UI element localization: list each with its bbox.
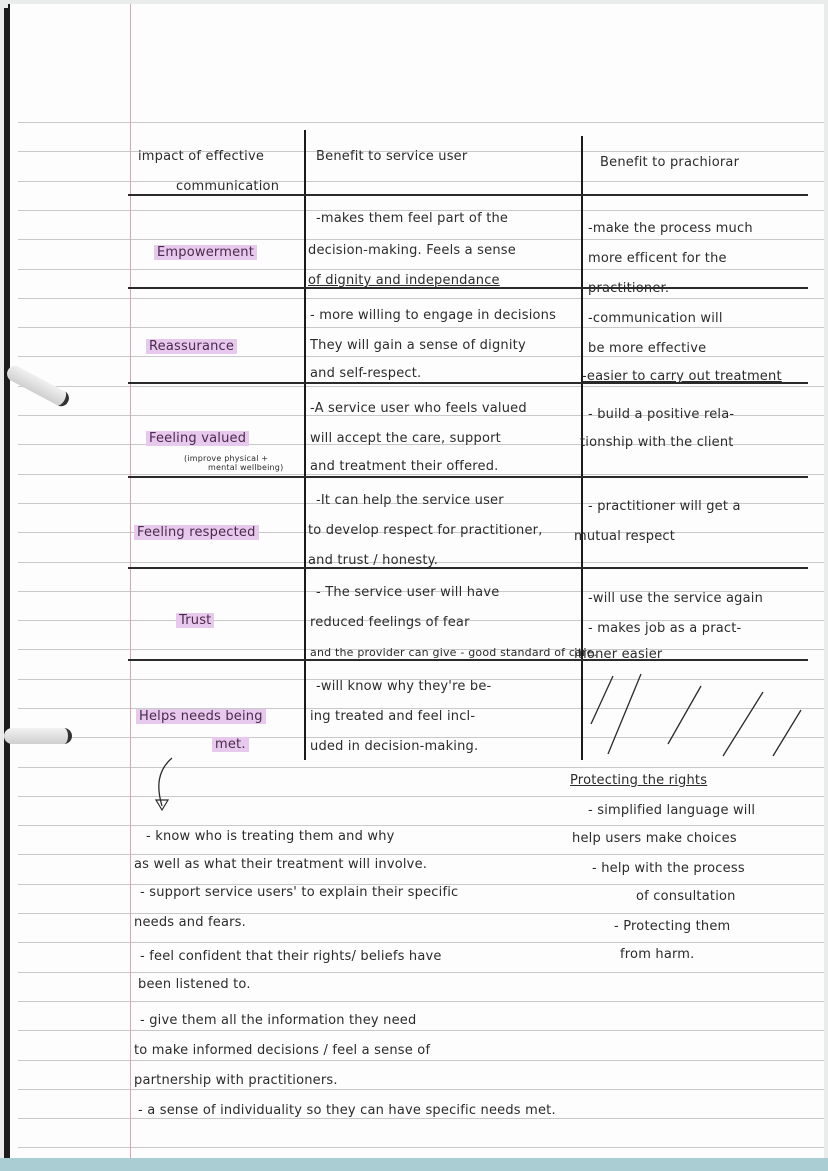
cell-text: of dignity and independance	[308, 273, 500, 288]
cell-text: -A service user who feels valued	[310, 401, 527, 416]
protecting-rights-line: of consultation	[636, 889, 736, 904]
cell-text: -communication will	[588, 311, 723, 326]
ruled-line	[18, 1060, 824, 1061]
cell-text: will accept the care, support	[310, 431, 501, 446]
cell-text: - The service user will have	[316, 585, 500, 600]
cell-text: and self-respect.	[310, 366, 422, 381]
cell-text: more efficent for the	[588, 251, 727, 266]
protecting-rights-line: from harm.	[620, 947, 695, 962]
protecting-rights-line: - help with the process	[592, 861, 745, 876]
annotation-note: mental wellbeing)	[208, 463, 284, 472]
note-line: as well as what their treatment will involve.	[134, 857, 428, 872]
ruled-line	[18, 1001, 824, 1002]
row-label-feeling-valued: Feeling valued	[146, 431, 249, 446]
annotation-note: (improve physical +	[184, 454, 269, 463]
note-line: - feel confident that their rights/ beliefs have	[140, 949, 442, 964]
cell-text: -makes them feel part of the	[316, 211, 509, 226]
binder-ring-icon	[4, 728, 72, 744]
cell-text: - more willing to engage in decisions	[310, 308, 557, 323]
cell-text: -will know why they're be-	[316, 679, 492, 694]
cell-text: -make the process much	[588, 221, 753, 236]
cell-text: mutual respect	[574, 529, 676, 544]
cell-text: - build a positive rela-	[588, 407, 735, 422]
ruled-line	[18, 181, 824, 182]
table-row-rule	[128, 476, 808, 478]
header-col3: Benefit to prachiorar	[600, 155, 740, 170]
cell-text: tionship with the client	[580, 435, 734, 450]
curved-arrow-icon	[148, 756, 188, 816]
ruled-line	[18, 239, 824, 240]
cell-text: and the provider can give - good standard of care.	[310, 646, 598, 659]
protecting-rights-line: help users make choices	[572, 831, 737, 846]
cell-text: - practitioner will get a	[588, 499, 741, 514]
ruled-line	[18, 356, 824, 357]
ruled-line	[18, 796, 824, 797]
cell-text: - makes job as a pract-	[588, 621, 742, 636]
header-col1-line1: impact of effective	[138, 149, 265, 164]
ruled-line	[18, 122, 824, 123]
ruled-line	[18, 298, 824, 299]
notebook-page	[8, 4, 824, 1158]
ruled-line	[18, 767, 824, 768]
table-divider-1	[304, 130, 306, 760]
note-line: - a sense of individuality so they can have specific needs met.	[138, 1103, 556, 1118]
row-label-empowerment: Empowerment	[154, 245, 257, 260]
ruled-line	[18, 1118, 824, 1119]
cell-text: -It can help the service user	[316, 493, 504, 508]
protecting-rights-title: Protecting the rights	[570, 773, 708, 788]
table-header-rule	[128, 194, 808, 196]
cell-text: ing treated and feel incl-	[310, 709, 476, 724]
row-label-feeling-respected: Feeling respected	[134, 525, 259, 540]
ruled-line	[18, 1089, 824, 1090]
note-line: been listened to.	[138, 977, 251, 992]
cell-text: They will gain a sense of dignity	[310, 338, 526, 353]
note-line: - give them all the information they need	[140, 1013, 417, 1028]
cell-text: uded in decision-making.	[310, 739, 479, 754]
note-line: to make informed decisions / feel a sense of	[134, 1043, 431, 1058]
cell-text: to develop respect for practitioner,	[308, 523, 543, 538]
cell-text: and trust / honesty.	[308, 553, 439, 568]
ruled-line	[18, 1147, 824, 1148]
ruled-line	[18, 386, 824, 387]
ruled-line	[18, 269, 824, 270]
binder-spine	[4, 8, 10, 1158]
row-label-helps-needs: Helps needs being	[136, 709, 266, 724]
note-line: - support service users' to explain their specific	[140, 885, 459, 900]
header-col1-line2: communication	[176, 179, 280, 194]
table-row-rule	[128, 567, 808, 569]
background-surface	[0, 1158, 828, 1171]
cell-text: -will use the service again	[588, 591, 764, 606]
cell-text: itioner easier	[574, 647, 663, 662]
cell-text: decision-making. Feels a sense	[308, 243, 516, 258]
cell-text: be more effective	[588, 341, 707, 356]
row-label-trust: Trust	[176, 613, 214, 628]
protecting-rights-line: - simplified language will	[588, 803, 756, 818]
cell-text: -easier to carry out treatment	[582, 369, 782, 384]
row-label-helps-needs-cont: met.	[212, 737, 249, 752]
ruled-line	[18, 474, 824, 475]
ruled-line	[18, 1030, 824, 1031]
note-line: - know who is treating them and why	[146, 829, 395, 844]
ruled-line	[18, 327, 824, 328]
ruled-line	[18, 825, 824, 826]
ruled-line	[18, 942, 824, 943]
cell-text: practitioner.	[588, 281, 670, 296]
ruled-line	[18, 913, 824, 914]
hatching-empty-cell	[583, 664, 813, 760]
protecting-rights-line: - Protecting them	[614, 919, 731, 934]
cell-text: and treatment their offered.	[310, 459, 499, 474]
note-line: needs and fears.	[134, 915, 246, 930]
note-line: partnership with practitioners.	[134, 1073, 338, 1088]
row-label-reassurance: Reassurance	[146, 339, 237, 354]
ruled-line	[18, 972, 824, 973]
ruled-line	[18, 854, 824, 855]
header-col2: Benefit to service user	[316, 149, 468, 164]
margin-line	[130, 4, 131, 1158]
cell-text: reduced feelings of fear	[310, 615, 470, 630]
